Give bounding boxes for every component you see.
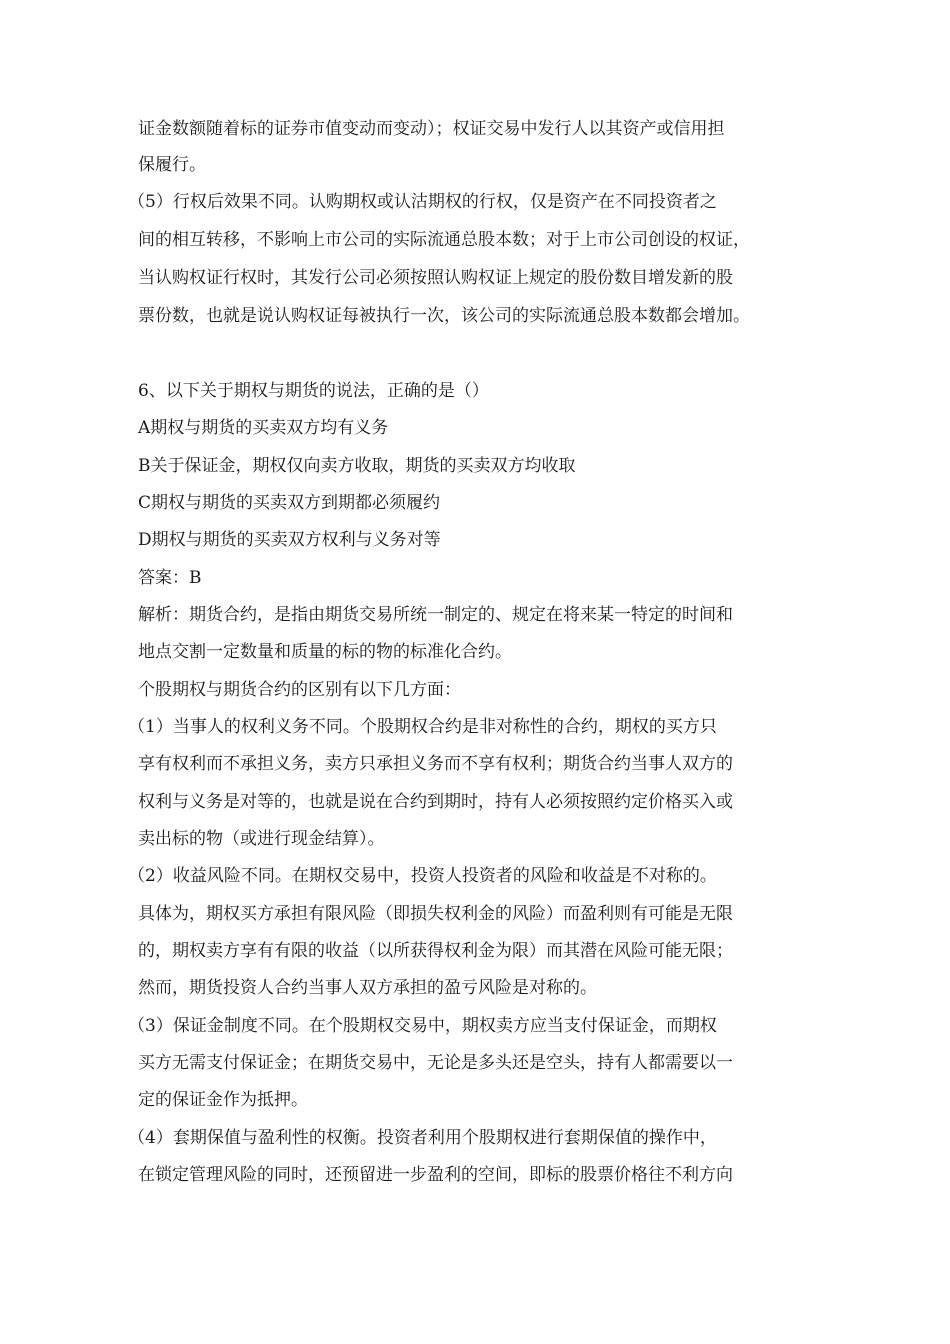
text-line: 买方无需支付保证金；在期货交易中，无论是多头还是空头，持有人都需要以一: [138, 1053, 733, 1073]
text-line: 在锁定管理风险的同时，还预留进一步盈利的空间，即标的股票价格往不利方向: [138, 1165, 733, 1185]
text-line: 定的保证金作为抵押。: [138, 1090, 308, 1110]
option-c: C期权与期货的买卖双方到期都必须履约: [138, 493, 441, 513]
text-line: （5）行权后效果不同。认购期权或认沽期权的行权，仅是资产在不同投资者之: [128, 192, 717, 212]
text-line: 权利与义务是对等的，也就是说在合约到期时，持有人必须按照约定价格买入或: [138, 792, 733, 812]
text-line: 当认购权证行权时，其发行公司必须按照认购权证上规定的股份数目增发新的股: [138, 268, 733, 288]
text-line: 票份数，也就是说认购权证每被执行一次，该公司的实际流通总股本数都会增加。: [138, 306, 750, 326]
text-line: 具体为，期权买方承担有限风险（即损失权利金的风险）而盈利则有可能是无限: [138, 904, 733, 924]
text-line: （1）当事人的权利义务不同。个股期权合约是非对称性的合约，期权的买方只: [128, 717, 717, 737]
text-line: 然而，期货投资人合约当事人双方承担的盈亏风险是对称的。: [138, 978, 597, 998]
text-line: （3）保证金制度不同。在个股期权交易中，期权卖方应当支付保证金，而期权: [128, 1016, 717, 1036]
option-d: D期权与期货的买卖双方权利与义务对等: [138, 530, 441, 550]
question-title: 6、以下关于期权与期货的说法，正确的是（）: [138, 381, 489, 401]
answer-line: 答案：B: [138, 568, 202, 588]
text-line: 个股期权与期货合约的区别有以下几方面：: [138, 680, 461, 700]
option-a: A期权与期货的买卖双方均有义务: [138, 418, 389, 438]
text-line: （4）套期保值与盈利性的权衡。投资者利用个股期权进行套期保值的操作中，: [128, 1128, 717, 1148]
text-line: 地点交割一定数量和质量的标的物的标准化合约。: [138, 642, 512, 662]
text-line: 保履行。: [138, 155, 206, 175]
text-line: 卖出标的物（或进行现金结算）。: [138, 829, 385, 849]
analysis-line: 解析：期货合约，是指由期货交易所统一制定的、规定在将来某一特定的时间和: [138, 605, 733, 625]
text-line: （2）收益风险不同。在期权交易中，投资人投资者的风险和收益是不对称的。: [128, 866, 717, 886]
option-b: B关于保证金，期权仅向卖方收取，期货的买卖双方均收取: [138, 456, 576, 476]
text-line: 享有权利而不承担义务，卖方只承担义务而不享有权利；期货合约当事人双方的: [138, 754, 733, 774]
text-line: 间的相互转移，不影响上市公司的实际流通总股本数；对于上市公司创设的权证，: [138, 230, 750, 250]
text-line: 证金数额随着标的证券市值变动而变动）；权证交易中发行人以其资产或信用担: [138, 119, 725, 139]
text-line: 的，期权卖方享有有限的收益（以所获得权利金为限）而其潜在风险可能无限；: [138, 941, 733, 961]
